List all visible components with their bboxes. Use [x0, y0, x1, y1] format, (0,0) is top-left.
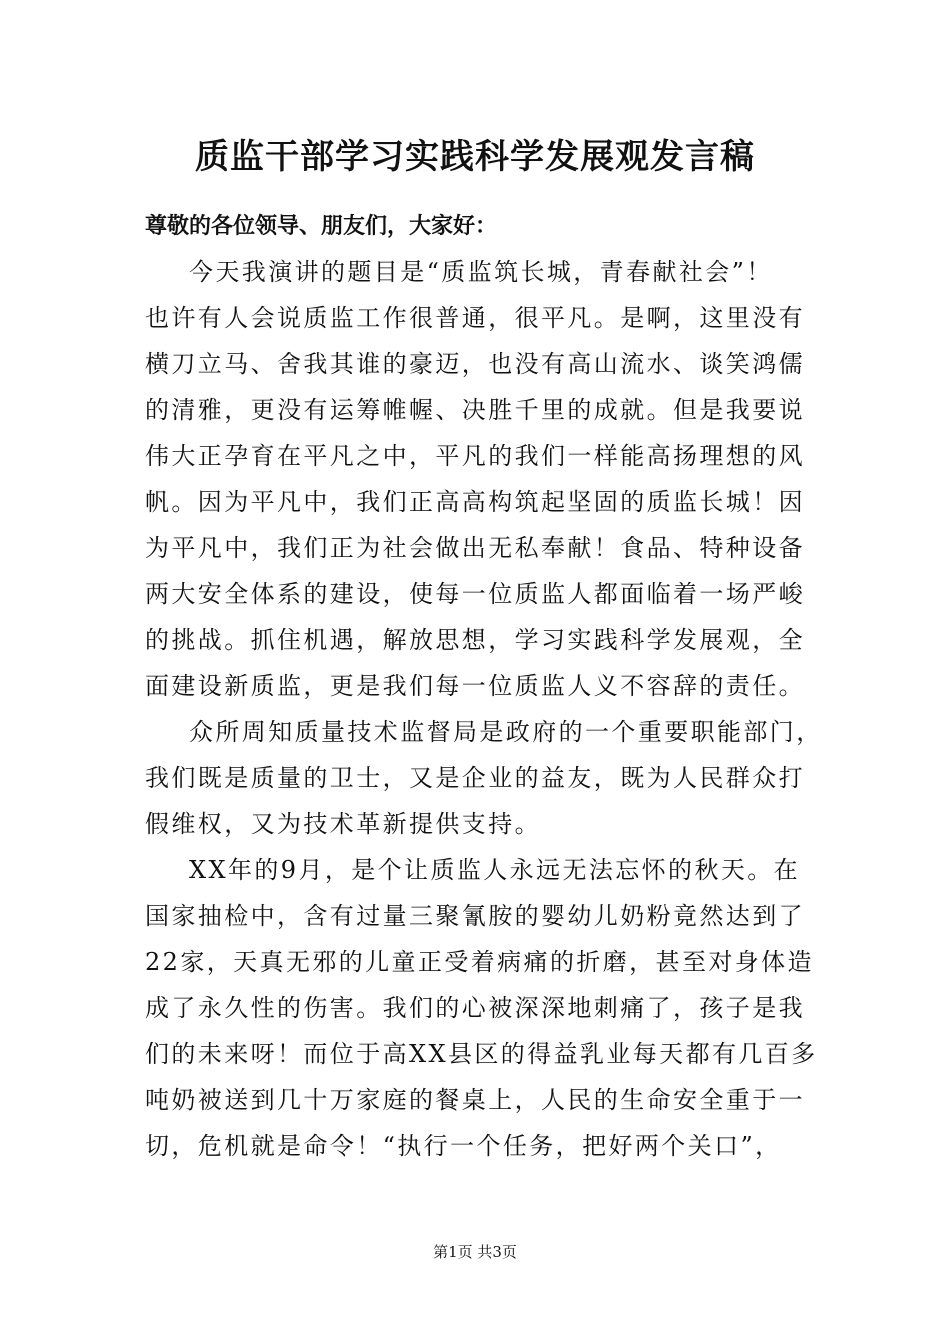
- text-line: 伟大正孕育在平凡之中，平凡的我们一样能高扬理想的风: [145, 442, 805, 470]
- paragraph-1: [145, 249, 815, 709]
- text-line: 假维权，又为技术革新提供支持。: [145, 810, 541, 838]
- text-line: 众所周知质量技术监督局是政府的一个重要职能部门，: [189, 718, 823, 746]
- text-line: 为平凡中，我们正为社会做出无私奉献！食品、特种设备: [145, 534, 805, 562]
- text-line: 成了永久性的伤害。我们的心被深深地刺痛了，孩子是我: [145, 994, 805, 1022]
- text-line: 横刀立马、舍我其谁的豪迈，也没有高山流水、谈笑鸿儒: [145, 350, 805, 378]
- document-title: 质监干部学习实践科学发展观发言稿: [195, 137, 755, 177]
- text-line: 帆。因为平凡中，我们正高高构筑起坚固的质监长城！因: [145, 488, 805, 516]
- text-line: 也许有人会说质监工作很普通，很平凡。是啊，这里没有: [145, 304, 805, 332]
- text-line: 两大安全体系的建设，使每一位质监人都面临着一场严峻: [145, 580, 805, 608]
- text-line: 切，危机就是命令！“执行一个任务，把好两个关口”，: [145, 1132, 782, 1160]
- text-line: XX年的9月，是个让质监人永远无法忘怀的秋天。在: [189, 856, 801, 884]
- text-line: 面建设新质监，更是我们每一位质监人义不容辞的责任。: [145, 672, 805, 700]
- text-line: 我们既是质量的卫士，又是企业的益友，既为人民群众打: [145, 764, 805, 792]
- text-line: 今天我演讲的题目是“质监筑长城，青春献社会”！: [189, 258, 773, 286]
- document-body: [145, 203, 823, 1169]
- greeting: 尊敬的各位领导、朋友们，大家好：: [145, 213, 498, 239]
- paragraph-3: [145, 847, 818, 1169]
- text-line: 国家抽检中，含有过量三聚氰胺的婴幼儿奶粉竟然达到了: [145, 902, 805, 930]
- text-line: 吨奶被送到几十万家庭的餐桌上，人民的生命安全重于一: [145, 1086, 805, 1114]
- text-line: 22家，天真无邪的儿童正受着病痛的折磨，甚至对身体造: [145, 948, 814, 976]
- text-line: 们的未来呀！而位于高XX县区的得益乳业每天都有几百多: [145, 1040, 818, 1068]
- paragraph-2: [145, 709, 823, 847]
- page-footer: 第1页 共3页: [433, 1243, 517, 1261]
- text-line: 的清雅，更没有运筹帷幄、决胜千里的成就。但是我要说: [145, 396, 805, 424]
- text-line: 的挑战。抓住机遇，解放思想，学习实践科学发展观，全: [145, 626, 805, 654]
